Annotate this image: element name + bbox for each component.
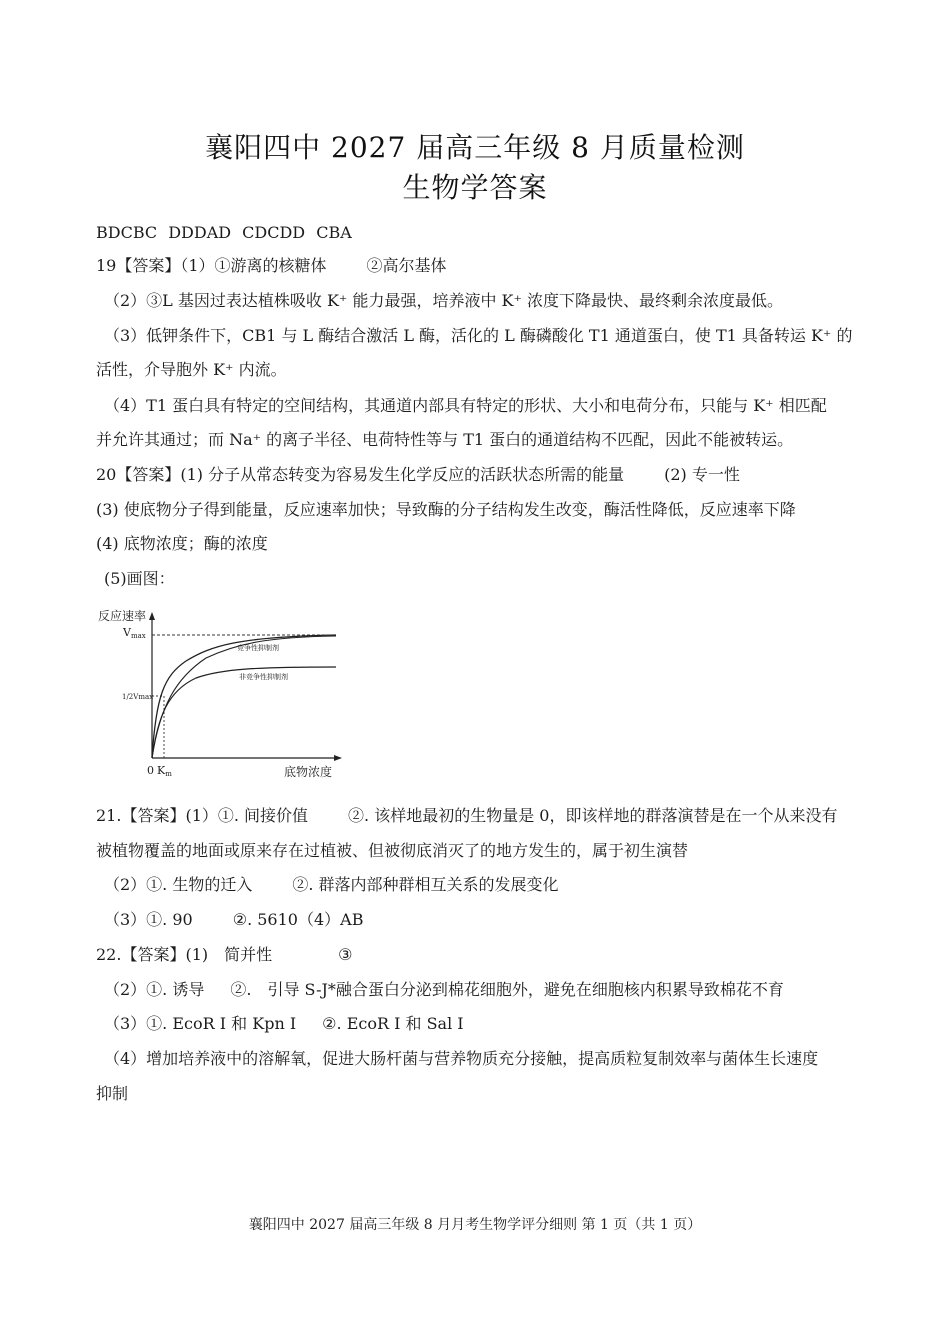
km-label-main: K — [157, 764, 166, 777]
q19-part3-line2: 活性，介导胞外 K⁺ 内流。 — [96, 360, 287, 379]
q21-part3-a: （3）①. 90 — [104, 910, 193, 929]
q22-part1 — [96, 944, 908, 966]
q20-part1-b: (2) 专一性 — [664, 465, 740, 484]
q20-part4: (4) 底物浓度；酶的浓度 — [96, 534, 268, 553]
q22-part1-b: ③ — [338, 945, 353, 964]
vmax-label-sub: max — [130, 632, 146, 640]
q22-part3 — [104, 1013, 916, 1035]
q19-part4-line1: （4）T1 蛋白具有特定的空间结构，其通道内部具有特定的形状、大小和电荷分布，只能与 K⁺ 相匹配 — [104, 396, 827, 415]
q21-part1-line2: 被植物覆盖的地面或原来存在过植被、但被彻底消灭了的地方发生的，属于初生演替 — [96, 841, 689, 860]
km-label-sub: m — [165, 770, 172, 778]
q22-part3-b: ②. EcoR I 和 Sal I — [322, 1014, 464, 1033]
km-label — [157, 764, 172, 778]
q22-part4-line1: （4）增加培养液中的溶解氧，促进大肠杆菌与营养物质充分接触，提高质粒复制效率与菌体生长速度 — [104, 1049, 819, 1068]
noncompetitive-curve-label: 非竞争性抑制剂 — [239, 673, 288, 681]
q19-part3-line1: （3）低钾条件下，CB1 与 L 酶结合激活 L 酶，活化的 L 酶磷酸化 T1 通道蛋白，使 T1 具备转运 K⁺ 的 — [104, 326, 853, 345]
q22-part2-b: ②. 引导 S-J*融合蛋白分泌到棉花细胞外，避免在细胞核内积累导致棉花不育 — [230, 980, 784, 999]
q21-part3-b: ②. 5610（4）AB — [232, 910, 364, 929]
q21-part1-a: 21.【答案】(1）①. 间接价值 — [96, 806, 309, 825]
q19-part1 — [96, 255, 908, 277]
q20-part5: (5)画图： — [104, 569, 175, 588]
vmax-label-main: V — [123, 626, 131, 639]
q20-part3: (3) 使底物分子得到能量，反应速率加快；导致酶的分子结构发生改变，酶活性降低，反应速率下降 — [96, 500, 796, 519]
q21-part1-b: ②. 该样地最初的生物量是 0，即该样地的群落演替是在一个从来没有 — [348, 806, 838, 825]
q21-part2-a: （2）①. 生物的迁入 — [104, 875, 253, 894]
half-vmax-label: 1/2Vmax — [122, 693, 154, 701]
q22-part2 — [104, 979, 916, 1001]
q19-part2: （2）③L 基因过表达植株吸收 K⁺ 能力最强，培养液中 K⁺ 浓度下降最快、最终剩余浓度最低。 — [104, 291, 784, 310]
enzyme-kinetics-graph — [96, 606, 346, 784]
q22-part2-a: （2）①. 诱导 — [104, 980, 205, 999]
q22-part1-a: 22.【答案】(1) 简并性 — [96, 945, 273, 964]
origin-label: 0 — [147, 764, 154, 777]
x-axis-arrow — [334, 755, 342, 761]
q20-part1-a: 20【答案】(1) 分子从常态转变为容易发生化学反应的活跃状态所需的能量 — [96, 465, 625, 484]
q21-part3 — [104, 909, 916, 931]
choice-answers: BDCBC DDDAD CDCDD CBA — [96, 223, 352, 242]
q22-part3-a: （3）①. EcoR I 和 Kpn I — [104, 1014, 297, 1033]
competitive-curve-label: 竞争性抑制剂 — [237, 644, 279, 652]
q21-part1-line1 — [96, 805, 908, 827]
page-footer: 襄阳四中 2027 届高三年级 8 月月考生物学评分细则 第 1 页（共 1 页） — [248, 1217, 702, 1233]
y-axis-label: 反应速率 — [98, 609, 147, 623]
q19-part4-line2: 并允许其通过；而 Na⁺ 的离子半径、电荷特性等与 T1 蛋白的通道结构不匹配，因此不能被转运。 — [96, 430, 794, 449]
page-title: 襄阳四中 2027 届高三年级 8 月质量检测 — [205, 131, 745, 164]
q21-part2 — [104, 874, 916, 896]
y-axis-arrow — [149, 612, 155, 620]
q19-part1-a: 19【答案】（1）①游离的核糖体 — [96, 256, 327, 275]
q20-part1 — [96, 464, 908, 486]
vmax-label — [122, 626, 146, 640]
q21-part2-b: ②. 群落内部种群相互关系的发展变化 — [292, 875, 559, 894]
competitive-curve — [152, 636, 336, 758]
q22-part4-line2: 抑制 — [96, 1084, 129, 1103]
normal-curve — [152, 635, 336, 758]
q19-part1-b: ②高尔基体 — [366, 256, 447, 275]
page-subtitle: 生物学答案 — [402, 171, 548, 204]
x-axis-label: 底物浓度 — [284, 765, 333, 779]
